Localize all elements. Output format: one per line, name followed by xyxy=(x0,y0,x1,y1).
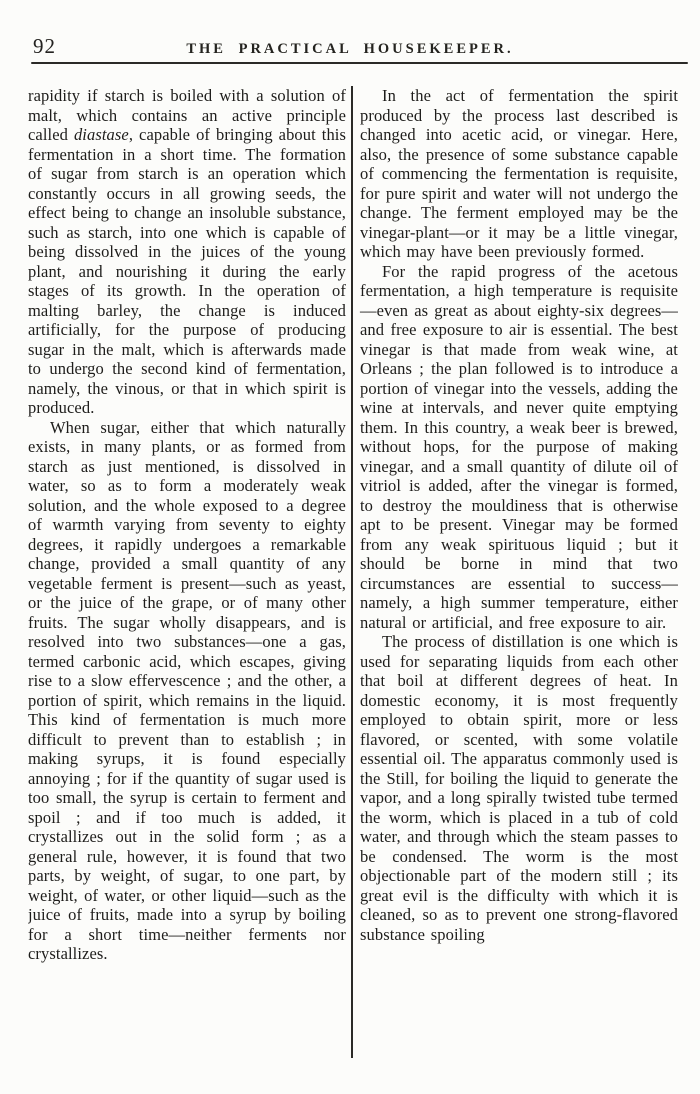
text-run: In the act of fermentation the spirit produced by the process last described is changed into acetic acid, or vinegar. Here, also, the presence of some substance capable of commencing the fermentation is requisite, for pure spirit and water will not undergo the change. The ferment employed may be the vinegar-plant—or it may be a little vinegar, which may have been previously formed. xyxy=(360,86,678,261)
column-divider xyxy=(351,86,353,1058)
paragraph xyxy=(360,262,678,633)
page-title: THE PRACTICAL HOUSEKEEPER. xyxy=(186,41,514,57)
right-column xyxy=(360,86,678,1082)
left-column xyxy=(28,86,346,1082)
text-run: When sugar, either that which naturally exists, in many plants, or as formed from starch as just mentioned, is dissolved in water, so as to form a moderately weak solution, and the whole exposed to a degree of warmth varying from seventy to eighty degrees, it rapidly undergoes a remarkable change, provided a small quantity of any vegetable ferment is present—such as yeast, or the juice of the grape, or of many other fruits. The sugar wholly disappears, and is resolved into two substances—one a gas, termed carbonic acid, which escapes, giving rise to a slow effervescence ; and the other, a portion of spirit, which remains in the liquid. This kind of fermentation is much more difficult to prevent than to establish ; in making syrups, it is found especially annoying ; for if the quantity of sugar used is too small, the syrup is certain to ferment and spoil ; and if too much is added, it crystallizes out in the solid form ; as a general rule, however, it is found that two parts, by weight, of sugar, to one part, by weight, of water, or other liquid—such as the juice of fruits, made into a syrup by boiling for a short time—neither ferments nor crystallizes. xyxy=(28,417,346,963)
paragraph xyxy=(28,418,346,964)
text-run: For the rapid progress of the acetous fermentation, a high temperature is requisite—even as great as about eighty-six degrees—and free exposure to air is essential. The best vinegar is that made from weak wine, at Orleans ; the plan followed is to introduce a portion of vinegar into the vessels, adding the wine at intervals, and never quite emptying them. In this country, a weak beer is brewed, without hops, for the purpose of making vinegar, and a small quantity of dilute oil of vitriol is added, after the vinegar is formed, to destroy the mouldiness that is otherwise apt to be present. Vinegar may be formed from any weak spirituous liquid ; but it should be borne in mind that two circumstances are essential to success—namely, a high summer temperature, either natural or artificial, and free exposure to air. xyxy=(360,261,678,632)
italic-term: diastase xyxy=(73,125,129,144)
text-run: rapidity if starch is boiled with a solution of malt, which contains an active principle called xyxy=(28,86,346,144)
paragraph xyxy=(360,86,678,262)
paragraph xyxy=(360,632,678,944)
page-number: 92 xyxy=(33,34,56,58)
paragraph xyxy=(28,86,346,418)
header-rule xyxy=(31,62,688,64)
text-run: The process of distillation is one which is used for separating liquids from each other that boil at different degrees of heat. In domestic economy, it is most frequently employed to obtain spirit, more or less flavored, or scented, with some volatile essential oil. The apparatus commonly used is the Still, for boiling the liquid to generate the vapor, and a long spirally twisted tube termed the worm, which is placed in a tub of cold water, and through which the steam passes to be condensed. The worm is the most objectionable part of the modern still ; its great evil is the difficulty with which it is cleaned, so as to prevent one strong-flavored substance spoiling xyxy=(360,632,678,944)
text-columns xyxy=(28,86,678,1082)
text-run: , capable of bringing about this fermentation in a short time. The formation of sugar from starch is an operation which constantly occurs in all growing seeds, the effect being to change an insoluble substance, such as starch, into one which is capable of being dissolved in the juices of the young plant, and nourishing it during the early stages of its growth. In the operation of malting barley, the change is induced artificially, for the purpose of producing sugar in the malt, which is afterwards made to undergo the second kind of fermentation, namely, the vinous, or that in which spirit is produced. xyxy=(28,125,346,417)
